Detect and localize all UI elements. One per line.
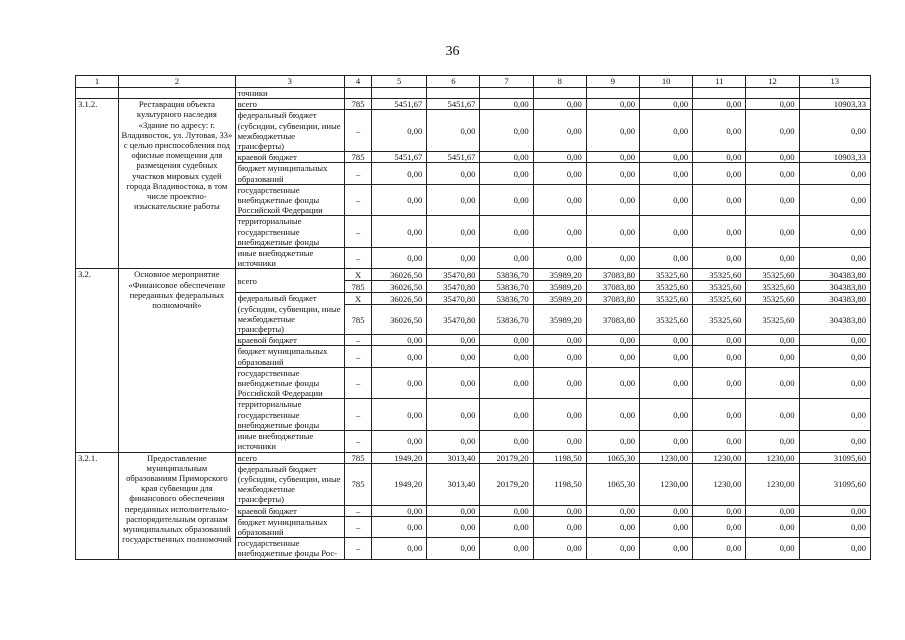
amount-cell: 0,00 xyxy=(427,367,480,399)
amount-cell: 0,00 xyxy=(480,216,533,248)
code-cell: – xyxy=(345,248,372,269)
source-cell: федеральный бюджет (субсидии, субвенции, иные межбюджетные трансферты) xyxy=(235,110,344,152)
header-cell: 10 xyxy=(640,76,693,88)
amount-cell: 0,00 xyxy=(640,248,693,269)
amount-cell: 53836,70 xyxy=(480,293,533,305)
source-cell: государственные внебюджетные фонды Российской Федерации xyxy=(235,184,344,216)
amount-cell: 1230,00 xyxy=(693,463,746,505)
code-cell xyxy=(345,88,372,99)
source-cell: федеральный бюджет (субсидии, субвенции, иные межбюджетные трансферты) xyxy=(235,293,344,335)
amount-cell: 0,00 xyxy=(427,248,480,269)
code-cell: 785 xyxy=(345,305,372,335)
amount-cell: 0,00 xyxy=(586,505,639,516)
amount-cell: 0,00 xyxy=(586,248,639,269)
amount-cell: 0,00 xyxy=(372,163,427,184)
amount-cell: 0,00 xyxy=(586,110,639,152)
amount-cell: 35470,80 xyxy=(427,305,480,335)
amount-cell: 0,00 xyxy=(640,152,693,163)
amount-cell: 0,00 xyxy=(586,538,639,559)
amount-cell: 1230,00 xyxy=(640,452,693,463)
amount-cell: 0,00 xyxy=(746,346,799,367)
amount-cell: 35325,60 xyxy=(746,293,799,305)
amount-cell: 0,00 xyxy=(746,184,799,216)
amount-cell: 1198,50 xyxy=(533,452,586,463)
amount-cell: 0,00 xyxy=(586,163,639,184)
amount-cell: 0,00 xyxy=(693,184,746,216)
amount-cell: 0,00 xyxy=(640,110,693,152)
amount-cell xyxy=(533,88,586,99)
amount-cell: 0,00 xyxy=(533,184,586,216)
code-cell: 785 xyxy=(345,463,372,505)
amount-cell: 35325,60 xyxy=(640,305,693,335)
amount-cell: 0,00 xyxy=(427,538,480,559)
amount-cell: 35989,20 xyxy=(533,293,586,305)
code-cell: – xyxy=(345,184,372,216)
amount-cell: 0,00 xyxy=(427,216,480,248)
code-cell: – xyxy=(345,346,372,367)
amount-cell: 5451,67 xyxy=(372,152,427,163)
amount-cell: 5451,67 xyxy=(372,99,427,110)
amount-cell: 1065,30 xyxy=(586,463,639,505)
amount-cell: 0,00 xyxy=(586,367,639,399)
amount-cell: 35325,60 xyxy=(640,281,693,293)
amount-cell: 0,00 xyxy=(427,516,480,537)
amount-cell: 20179,20 xyxy=(480,463,533,505)
amount-cell: 0,00 xyxy=(693,248,746,269)
amount-cell: 0,00 xyxy=(372,110,427,152)
amount-cell: 0,00 xyxy=(372,399,427,431)
amount-cell: 20179,20 xyxy=(480,452,533,463)
source-cell: территориальные государственные внебюджетные фонды xyxy=(235,216,344,248)
amount-cell: 0,00 xyxy=(480,152,533,163)
amount-cell: 0,00 xyxy=(586,152,639,163)
amount-cell: 0,00 xyxy=(693,516,746,537)
amount-cell: 0,00 xyxy=(533,538,586,559)
amount-cell: 0,00 xyxy=(427,399,480,431)
item-code: 3.2. xyxy=(76,269,119,452)
amount-cell: 0,00 xyxy=(746,163,799,184)
amount-cell: 0,00 xyxy=(640,516,693,537)
amount-cell: 0,00 xyxy=(746,110,799,152)
amount-cell: 3013,40 xyxy=(427,463,480,505)
amount-cell: 35989,20 xyxy=(533,305,586,335)
amount-cell: 0,00 xyxy=(533,248,586,269)
amount-cell: 0,00 xyxy=(640,184,693,216)
amount-cell: 1230,00 xyxy=(693,452,746,463)
amount-cell: 0,00 xyxy=(799,163,870,184)
amount-cell: 0,00 xyxy=(427,335,480,346)
amount-cell: 0,00 xyxy=(586,335,639,346)
amount-cell xyxy=(693,88,746,99)
source-cell: бюджет муниципальных образований xyxy=(235,346,344,367)
amount-cell: 3013,40 xyxy=(427,452,480,463)
amount-cell: 0,00 xyxy=(693,538,746,559)
amount-cell: 0,00 xyxy=(480,346,533,367)
amount-cell: 0,00 xyxy=(640,399,693,431)
source-cell: иные внебюджетные источники xyxy=(235,431,344,452)
item-code: 3.2.1. xyxy=(76,452,119,559)
amount-cell: 0,00 xyxy=(746,505,799,516)
amount-cell: 0,00 xyxy=(693,399,746,431)
amount-cell: 0,00 xyxy=(799,516,870,537)
amount-cell: 37083,80 xyxy=(586,293,639,305)
amount-cell: 0,00 xyxy=(586,431,639,452)
amount-cell: 0,00 xyxy=(640,216,693,248)
amount-cell: 0,00 xyxy=(693,367,746,399)
source-cell: краевой бюджет xyxy=(235,335,344,346)
source-cell: бюджет муниципальных образований xyxy=(235,516,344,537)
amount-cell: 0,00 xyxy=(799,184,870,216)
amount-cell xyxy=(480,88,533,99)
amount-cell: 37083,80 xyxy=(586,281,639,293)
amount-cell: 0,00 xyxy=(427,346,480,367)
amount-cell: 0,00 xyxy=(372,516,427,537)
amount-cell: 0,00 xyxy=(427,431,480,452)
amount-cell: 53836,70 xyxy=(480,305,533,335)
code-cell: X xyxy=(345,269,372,281)
source-cell: всего xyxy=(235,99,344,110)
source-cell: бюджет муниципальных образований xyxy=(235,163,344,184)
amount-cell: 35989,20 xyxy=(533,269,586,281)
amount-cell: 10903,33 xyxy=(799,99,870,110)
amount-cell: 0,00 xyxy=(693,163,746,184)
amount-cell: 0,00 xyxy=(799,216,870,248)
amount-cell: 0,00 xyxy=(640,163,693,184)
amount-cell: 31095,60 xyxy=(799,452,870,463)
amount-cell: 0,00 xyxy=(693,110,746,152)
code-cell: – xyxy=(345,216,372,248)
source-cell: всего xyxy=(235,269,344,293)
source-cell: государственные внебюджетные фонды Российской Федерации xyxy=(235,367,344,399)
header-cell: 12 xyxy=(746,76,799,88)
source-cell: всего xyxy=(235,452,344,463)
amount-cell: 1198,50 xyxy=(533,463,586,505)
amount-cell: 0,00 xyxy=(372,538,427,559)
amount-cell: 36026,50 xyxy=(372,305,427,335)
amount-cell: 0,00 xyxy=(586,99,639,110)
amount-cell: 1949,20 xyxy=(372,463,427,505)
amount-cell: 0,00 xyxy=(372,216,427,248)
name-cell xyxy=(119,88,235,99)
amount-cell: 53836,70 xyxy=(480,269,533,281)
amount-cell: 304383,80 xyxy=(799,305,870,335)
amount-cell: 0,00 xyxy=(640,505,693,516)
amount-cell: 0,00 xyxy=(640,346,693,367)
amount-cell: 0,00 xyxy=(586,399,639,431)
amount-cell: 0,00 xyxy=(746,248,799,269)
amount-cell: 1230,00 xyxy=(640,463,693,505)
amount-cell: 0,00 xyxy=(480,184,533,216)
amount-cell: 0,00 xyxy=(427,163,480,184)
source-cell: точники xyxy=(235,88,344,99)
amount-cell: 0,00 xyxy=(746,367,799,399)
amount-cell: 1230,00 xyxy=(746,452,799,463)
amount-cell: 35470,80 xyxy=(427,281,480,293)
amount-cell: 0,00 xyxy=(746,538,799,559)
amount-cell: 1230,00 xyxy=(746,463,799,505)
item-code: 3.1.2. xyxy=(76,99,119,269)
amount-cell: 0,00 xyxy=(799,399,870,431)
code-cell: 785 xyxy=(345,99,372,110)
amount-cell: 304383,80 xyxy=(799,293,870,305)
code-cell: 785 xyxy=(345,281,372,293)
table-row xyxy=(76,88,871,99)
amount-cell: 35325,60 xyxy=(640,269,693,281)
amount-cell: 0,00 xyxy=(693,152,746,163)
amount-cell: 0,00 xyxy=(372,248,427,269)
amount-cell: 0,00 xyxy=(693,99,746,110)
amount-cell: 0,00 xyxy=(533,335,586,346)
header-cell: 1 xyxy=(76,76,119,88)
header-cell: 7 xyxy=(480,76,533,88)
amount-cell xyxy=(586,88,639,99)
code-cell: 785 xyxy=(345,452,372,463)
amount-cell: 35989,20 xyxy=(533,281,586,293)
table-row xyxy=(76,99,871,110)
source-cell: территориальные государственные внебюджетные фонды xyxy=(235,399,344,431)
amount-cell: 35325,60 xyxy=(693,269,746,281)
amount-cell: 35325,60 xyxy=(693,305,746,335)
amount-cell: 37083,80 xyxy=(586,305,639,335)
amount-cell: 0,00 xyxy=(372,431,427,452)
amount-cell: 5451,67 xyxy=(427,99,480,110)
table-body xyxy=(76,88,871,560)
amount-cell: 0,00 xyxy=(427,110,480,152)
code-cell: – xyxy=(345,516,372,537)
amount-cell: 0,00 xyxy=(799,505,870,516)
amount-cell xyxy=(799,88,870,99)
amount-cell: 0,00 xyxy=(693,216,746,248)
code-cell: 785 xyxy=(345,152,372,163)
code-cell: – xyxy=(345,335,372,346)
amount-cell: 0,00 xyxy=(799,346,870,367)
amount-cell: 0,00 xyxy=(746,431,799,452)
amount-cell: 0,00 xyxy=(746,516,799,537)
amount-cell xyxy=(640,88,693,99)
header-cell: 13 xyxy=(799,76,870,88)
amount-cell: 0,00 xyxy=(372,346,427,367)
source-cell: федеральный бюджет (субсидии, субвенции, иные межбюджетные трансферты) xyxy=(235,463,344,505)
amount-cell: 0,00 xyxy=(533,399,586,431)
amount-cell: 36026,50 xyxy=(372,269,427,281)
amount-cell: 0,00 xyxy=(533,216,586,248)
amount-cell xyxy=(427,88,480,99)
source-cell: краевой бюджет xyxy=(235,152,344,163)
amount-cell: 35325,60 xyxy=(693,281,746,293)
amount-cell: 0,00 xyxy=(372,505,427,516)
amount-cell: 0,00 xyxy=(693,431,746,452)
code-cell xyxy=(76,88,119,99)
amount-cell: 0,00 xyxy=(480,248,533,269)
amount-cell: 0,00 xyxy=(693,346,746,367)
header-cell: 9 xyxy=(586,76,639,88)
amount-cell xyxy=(746,88,799,99)
amount-cell: 0,00 xyxy=(372,367,427,399)
amount-cell: 0,00 xyxy=(746,216,799,248)
amount-cell: 31095,60 xyxy=(799,463,870,505)
amount-cell: 0,00 xyxy=(533,152,586,163)
code-cell: – xyxy=(345,399,372,431)
amount-cell: 0,00 xyxy=(533,516,586,537)
code-cell: – xyxy=(345,163,372,184)
amount-cell: 0,00 xyxy=(746,152,799,163)
amount-cell: 0,00 xyxy=(640,431,693,452)
amount-cell: 0,00 xyxy=(533,110,586,152)
amount-cell: 37083,80 xyxy=(586,269,639,281)
amount-cell: 0,00 xyxy=(799,367,870,399)
amount-cell: 0,00 xyxy=(586,184,639,216)
amount-cell: 35470,80 xyxy=(427,293,480,305)
amount-cell: 0,00 xyxy=(533,346,586,367)
amount-cell: 0,00 xyxy=(799,110,870,152)
amount-cell: 0,00 xyxy=(640,335,693,346)
amount-cell: 10903,33 xyxy=(799,152,870,163)
amount-cell: 0,00 xyxy=(693,335,746,346)
amount-cell: 35470,80 xyxy=(427,269,480,281)
code-cell: – xyxy=(345,110,372,152)
budget-table xyxy=(75,75,871,560)
amount-cell: 53836,70 xyxy=(480,281,533,293)
amount-cell: 0,00 xyxy=(586,346,639,367)
amount-cell: 0,00 xyxy=(640,367,693,399)
item-name: Реставрация объекта культурного наследия «Здание по адресу: г. Владивосток, ул. Лутовая, 33» с целью приспособления под офисные помещения для размещения судебных участков мировых судей города Владивостока, в том числе проектно-изыскательские работы xyxy=(119,99,235,269)
amount-cell: 0,00 xyxy=(586,516,639,537)
amount-cell: 35325,60 xyxy=(746,281,799,293)
amount-cell: 0,00 xyxy=(533,367,586,399)
source-cell: государственные внебюджетные фонды Рос- xyxy=(235,538,344,559)
header-cell: 3 xyxy=(235,76,344,88)
amount-cell: 0,00 xyxy=(480,538,533,559)
amount-cell: 0,00 xyxy=(480,99,533,110)
amount-cell: 304383,80 xyxy=(799,281,870,293)
amount-cell: 0,00 xyxy=(693,505,746,516)
amount-cell: 0,00 xyxy=(427,505,480,516)
amount-cell: 0,00 xyxy=(480,431,533,452)
amount-cell: 0,00 xyxy=(586,216,639,248)
amount-cell: 0,00 xyxy=(746,399,799,431)
table-row xyxy=(76,452,871,463)
amount-cell: 35325,60 xyxy=(693,293,746,305)
page-number: 36 xyxy=(445,44,460,59)
amount-cell: 0,00 xyxy=(799,431,870,452)
amount-cell: 0,00 xyxy=(372,184,427,216)
code-cell: – xyxy=(345,505,372,516)
amount-cell: 0,00 xyxy=(372,335,427,346)
amount-cell: 0,00 xyxy=(799,248,870,269)
amount-cell: 0,00 xyxy=(640,99,693,110)
amount-cell: 0,00 xyxy=(480,399,533,431)
amount-cell: 0,00 xyxy=(533,99,586,110)
amount-cell: 0,00 xyxy=(746,99,799,110)
header-cell: 4 xyxy=(345,76,372,88)
amount-cell: 36026,50 xyxy=(372,281,427,293)
header-cell: 6 xyxy=(427,76,480,88)
item-name: Основное мероприятие «Финансовое обеспечение переданных федеральных полномочий» xyxy=(119,269,235,452)
code-cell: X xyxy=(345,293,372,305)
code-cell: – xyxy=(345,367,372,399)
amount-cell: 0,00 xyxy=(799,335,870,346)
amount-cell: 0,00 xyxy=(480,110,533,152)
code-cell: – xyxy=(345,431,372,452)
amount-cell: 0,00 xyxy=(427,184,480,216)
amount-cell: 35325,60 xyxy=(746,305,799,335)
table-header xyxy=(76,76,871,88)
amount-cell: 0,00 xyxy=(480,516,533,537)
amount-cell: 0,00 xyxy=(640,538,693,559)
amount-cell xyxy=(372,88,427,99)
table-row xyxy=(76,269,871,281)
amount-cell: 304383,80 xyxy=(799,269,870,281)
amount-cell: 1065,30 xyxy=(586,452,639,463)
amount-cell: 0,00 xyxy=(533,505,586,516)
amount-cell: 0,00 xyxy=(799,538,870,559)
amount-cell: 0,00 xyxy=(533,163,586,184)
amount-cell: 0,00 xyxy=(480,367,533,399)
item-name: Предоставление муниципальным образованиям Приморского края субвенции для финансового обеспечения переданных исполнительно-распорядительным органам муниципальных образований государственных полномочий xyxy=(119,452,235,559)
code-cell: – xyxy=(345,538,372,559)
amount-cell: 36026,50 xyxy=(372,293,427,305)
header-cell: 2 xyxy=(119,76,235,88)
amount-cell: 0,00 xyxy=(533,431,586,452)
source-cell: иные внебюджетные источники xyxy=(235,248,344,269)
header-cell: 8 xyxy=(533,76,586,88)
amount-cell: 0,00 xyxy=(480,335,533,346)
amount-cell: 0,00 xyxy=(480,505,533,516)
amount-cell: 0,00 xyxy=(746,335,799,346)
amount-cell: 35325,60 xyxy=(746,269,799,281)
amount-cell: 5451,67 xyxy=(427,152,480,163)
source-cell: краевой бюджет xyxy=(235,505,344,516)
amount-cell: 35325,60 xyxy=(640,293,693,305)
amount-cell: 1949,20 xyxy=(372,452,427,463)
amount-cell: 0,00 xyxy=(480,163,533,184)
header-cell: 5 xyxy=(372,76,427,88)
header-cell: 11 xyxy=(693,76,746,88)
